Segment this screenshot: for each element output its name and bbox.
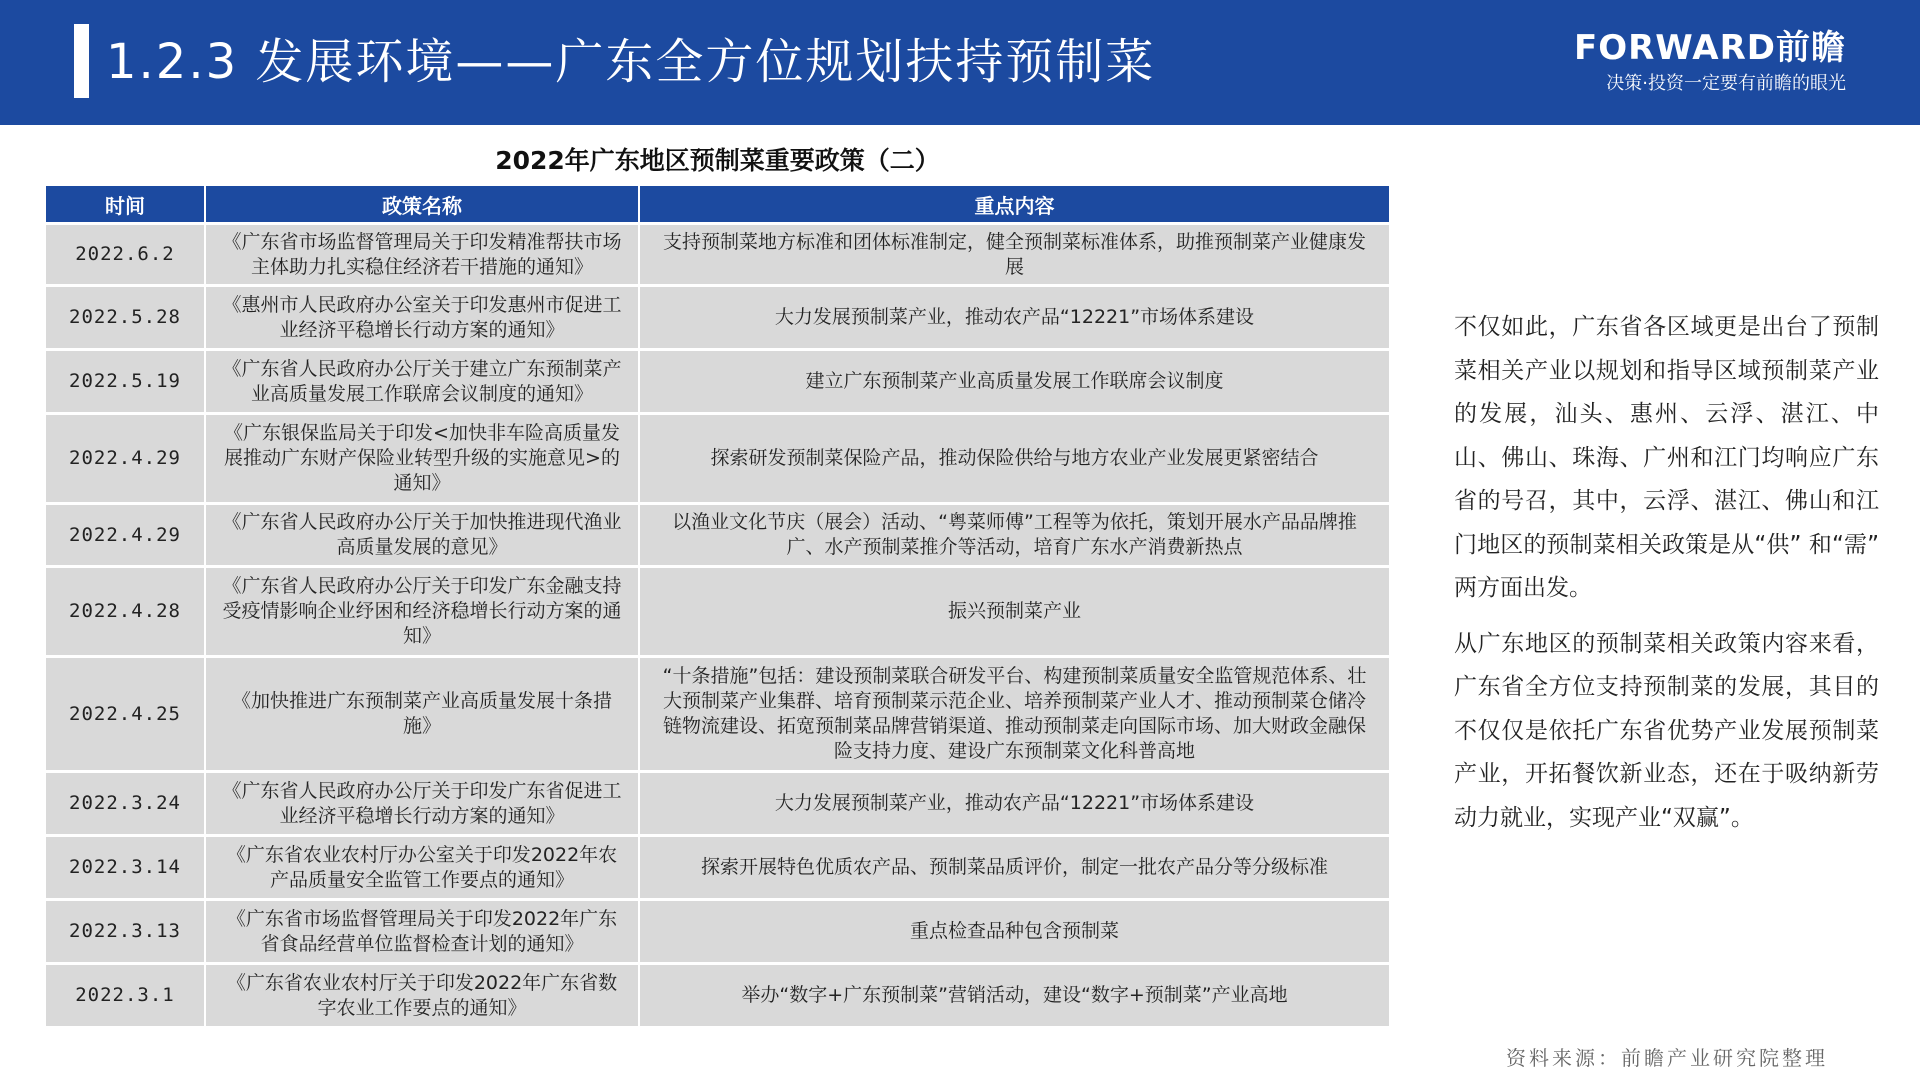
row-key-content: 重点检查品种包含预制菜 bbox=[640, 898, 1389, 962]
side-commentary bbox=[1454, 306, 1879, 852]
commentary-paragraph: 从广东地区的预制菜相关政策内容来看，广东省全方位支持预制菜的发展，其目的不仅仅是依托广东省优势产业发展预制菜产业，开拓餐饮新业态，还在于吸纳新劳动力就业，实现产业“双赢”。 bbox=[1454, 630, 1879, 831]
page-title: 1.2.3 发展环境——广东全方位规划扶持预制菜 bbox=[106, 34, 1156, 90]
forward-logo bbox=[1573, 28, 1846, 98]
table-title: 2022年广东地区预制菜重要政策（二） bbox=[495, 146, 940, 175]
table-row bbox=[46, 284, 1389, 348]
row-date: 2022.5.28 bbox=[46, 284, 206, 348]
commentary-paragraph: 不仅如此，广东省各区域更是出台了预制菜相关产业以规划和指导区域预制菜产业的发展，汕头、惠州、云浮、湛江、中山、佛山、珠海、广州和江门均响应广东省的号召，其中，云浮、湛江、佛山和江门地区的预制菜相关政策是从“供” 和“需” 两方面出发。 bbox=[1454, 314, 1879, 601]
source-note: 资料来源：前瞻产业研究院整理 bbox=[1506, 1046, 1828, 1070]
row-policy-name: 《广东省人民政府办公厅关于印发广东金融支持受疫情影响企业纾困和经济稳增长行动方案的通知》 bbox=[206, 565, 640, 655]
row-date: 2022.3.24 bbox=[46, 770, 206, 834]
row-policy-name: 《广东省人民政府办公厅关于加快推进现代渔业高质量发展的意见》 bbox=[206, 502, 640, 565]
table-row bbox=[46, 834, 1389, 898]
table-row bbox=[46, 412, 1389, 502]
row-key-content: 探索研发预制菜保险产品，推动保险供给与地方农业产业发展更紧密结合 bbox=[640, 412, 1389, 502]
row-date: 2022.4.28 bbox=[46, 565, 206, 655]
row-key-content: 大力发展预制菜产业，推动农产品“12221”市场体系建设 bbox=[640, 770, 1389, 834]
title-accent-bar bbox=[74, 24, 89, 98]
row-date: 2022.4.29 bbox=[46, 502, 206, 565]
row-policy-name: 《广东省市场监督管理局关于印发2022年广东省食品经营单位监督检查计划的通知》 bbox=[206, 898, 640, 962]
brand-slogan: 决策·投资一定要有前瞻的眼光 bbox=[1606, 73, 1846, 94]
row-policy-name: 《广东省人民政府办公厅关于印发广东省促进工业经济平稳增长行动方案的通知》 bbox=[206, 770, 640, 834]
row-policy-name: 《惠州市人民政府办公室关于印发惠州市促进工业经济平稳增长行动方案的通知》 bbox=[206, 284, 640, 348]
column-header-policy-name: 政策名称 bbox=[206, 186, 640, 222]
row-policy-name: 《广东省农业农村厅办公室关于印发2022年农产品质量安全监管工作要点的通知》 bbox=[206, 834, 640, 898]
row-key-content: 大力发展预制菜产业，推动农产品“12221”市场体系建设 bbox=[640, 284, 1389, 348]
table-row bbox=[46, 655, 1389, 770]
table-row bbox=[46, 502, 1389, 565]
row-key-content: 振兴预制菜产业 bbox=[640, 565, 1389, 655]
table-row bbox=[46, 565, 1389, 655]
header-banner bbox=[0, 0, 1920, 125]
column-header-key-content: 重点内容 bbox=[640, 186, 1389, 222]
table-row bbox=[46, 898, 1389, 962]
table-row bbox=[46, 962, 1389, 1026]
row-key-content: 支持预制菜地方标准和团体标准制定，健全预制菜标准体系，助推预制菜产业健康发展 bbox=[640, 222, 1389, 284]
row-policy-name: 《广东省人民政府办公厅关于建立广东预制菜产业高质量发展工作联席会议制度的通知》 bbox=[206, 348, 640, 412]
brand-name: FORWARD前瞻 bbox=[1573, 28, 1846, 68]
table-row bbox=[46, 348, 1389, 412]
row-key-content: 探索开展特色优质农产品、预制菜品质评价，制定一批农产品分等分级标准 bbox=[640, 834, 1389, 898]
row-date: 2022.4.25 bbox=[46, 655, 206, 770]
table-row bbox=[46, 222, 1389, 284]
row-date: 2022.3.1 bbox=[46, 962, 206, 1026]
row-policy-name: 《广东省农业农村厅关于印发2022年广东省数字农业工作要点的通知》 bbox=[206, 962, 640, 1026]
table-header-row bbox=[46, 186, 1389, 222]
row-date: 2022.6.2 bbox=[46, 222, 206, 284]
row-key-content: 举办“数字+广东预制菜”营销活动，建设“数字+预制菜”产业高地 bbox=[640, 962, 1389, 1026]
row-policy-name: 《广东银保监局关于印发<加快非车险高质量发展推动广东财产保险业转型升级的实施意见>的通知》 bbox=[206, 412, 640, 502]
row-policy-name: 《广东省市场监督管理局关于印发精准帮扶市场主体助力扎实稳住经济若干措施的通知》 bbox=[206, 222, 640, 284]
column-header-date: 时间 bbox=[46, 186, 206, 222]
row-key-content: 以渔业文化节庆（展会）活动、“粤菜师傅”工程等为依托，策划开展水产品品牌推广、水产预制菜推介等活动，培育广东水产消费新热点 bbox=[640, 502, 1389, 565]
row-date: 2022.4.29 bbox=[46, 412, 206, 502]
row-key-content: 建立广东预制菜产业高质量发展工作联席会议制度 bbox=[640, 348, 1389, 412]
row-key-content: “十条措施”包括：建设预制菜联合研发平台、构建预制菜质量安全监管规范体系、壮大预制菜产业集群、培育预制菜示范企业、培养预制菜产业人才、推动预制菜仓储冷链物流建设、拓宽预制菜品牌营销渠道、推动预制菜走向国际市场、加大财政金融保险支持力度、建设广东预制菜文化科普高地 bbox=[640, 655, 1389, 770]
policy-table bbox=[46, 186, 1389, 1026]
row-date: 2022.3.14 bbox=[46, 834, 206, 898]
row-policy-name: 《加快推进广东预制菜产业高质量发展十条措施》 bbox=[206, 655, 640, 770]
row-date: 2022.5.19 bbox=[46, 348, 206, 412]
row-date: 2022.3.13 bbox=[46, 898, 206, 962]
table-row bbox=[46, 770, 1389, 834]
